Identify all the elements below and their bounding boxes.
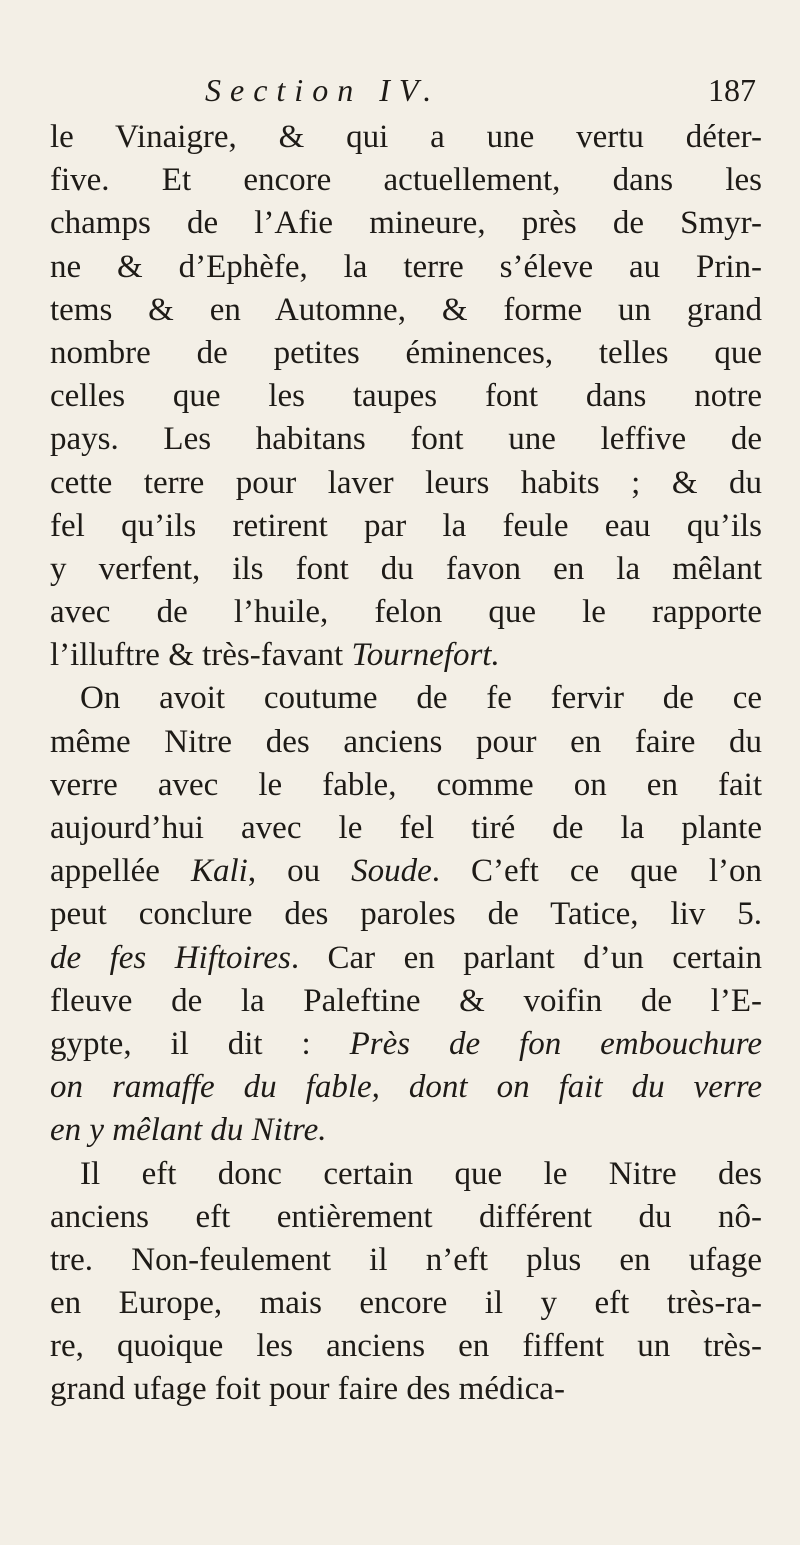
- text-segment: même Nitre des anciens pour en faire du: [50, 723, 762, 760]
- text-line: [50, 807, 762, 850]
- text-segment: appellée: [50, 853, 191, 890]
- text-line: [50, 289, 762, 332]
- text-line: [50, 1066, 762, 1109]
- text-line: [50, 677, 762, 720]
- text-segment: l’illuftre & très-favant: [50, 637, 352, 674]
- italic-text: de fes Hiftoires: [50, 939, 291, 976]
- text-line: [50, 1239, 762, 1282]
- text-line: [50, 721, 762, 764]
- text-line: [50, 1023, 762, 1066]
- text-segment: ne & d’Ephèfe, la terre s’éleve au Prin-: [50, 248, 762, 285]
- page-number: 187: [708, 72, 756, 108]
- text-segment: en Europe, mais encore il y eft très-ra-: [50, 1285, 762, 1322]
- italic-text: Tournefort.: [351, 637, 500, 674]
- text-line: [50, 1325, 762, 1368]
- text-segment: champs de l’Afie mineure, près de Smyr-: [50, 205, 762, 242]
- text-line: [50, 116, 762, 159]
- text-segment: grand ufage foit pour faire des médica-: [50, 1371, 565, 1408]
- text-segment: aujourd’hui avec le fel tiré de la plante: [50, 810, 762, 846]
- text-segment: gypte, il dit :: [50, 1025, 350, 1062]
- italic-text: Kali: [190, 853, 248, 890]
- text-segment: . C’eft ce que l’on: [431, 853, 762, 890]
- italic-text: en y mêlant du Nitre.: [50, 1112, 327, 1149]
- text-line: [50, 462, 762, 505]
- text-segment: pays. Les habitans font une leffive de: [50, 421, 762, 458]
- text-segment: verre avec le fable, comme on en fait: [50, 766, 762, 803]
- text-segment: tre. Non-feulement il n’eft plus en ufage: [50, 1241, 762, 1278]
- text-segment: On avoit coutume de fe fervir de ce: [80, 680, 762, 717]
- text-line: [50, 893, 762, 936]
- text-segment: peut conclure des paroles de Tatice, liv 5.: [50, 896, 762, 933]
- text-line: [50, 1282, 762, 1325]
- section-title: Section IV.: [205, 72, 441, 108]
- text-line: [50, 1368, 762, 1411]
- text-line: [50, 850, 762, 893]
- text-segment: . Car en parlant d’un certain: [290, 939, 763, 976]
- text-segment: re, quoique les anciens en fiffent un très-: [50, 1328, 762, 1365]
- text-segment: cette terre pour laver leurs habits ; & du: [50, 464, 762, 501]
- text-line: [50, 937, 762, 980]
- text-segment: tems & en Automne, & forme un grand: [50, 291, 762, 328]
- text-line: [50, 1109, 762, 1152]
- text-line: [50, 332, 762, 375]
- text-segment: le Vinaigre, & qui a une vertu déter-: [50, 119, 762, 155]
- italic-text: Soude: [351, 853, 432, 890]
- running-head: [0, 72, 800, 112]
- text-line: [50, 1196, 762, 1239]
- text-line: [50, 548, 762, 591]
- text-line: [50, 764, 762, 807]
- text-line: [50, 202, 762, 245]
- italic-text: Près de fon embouchure: [349, 1025, 762, 1062]
- text-segment: y verfent, ils font du favon en la mêlant: [50, 550, 762, 587]
- text-line: [50, 1153, 762, 1196]
- text-segment: nombre de petites éminences, telles que: [50, 334, 762, 371]
- text-line: [50, 246, 762, 289]
- body-text: [50, 116, 762, 1412]
- text-segment: avec de l’huile, felon que le rapporte: [50, 594, 762, 631]
- text-segment: fel qu’ils retirent par la feule eau qu’ils: [50, 507, 762, 544]
- italic-text: on ramaffe du fable, dont on fait du verre: [50, 1069, 762, 1106]
- text-line: [50, 634, 762, 677]
- text-line: [50, 418, 762, 461]
- text-line: [50, 505, 762, 548]
- text-segment: five. Et encore actuellement, dans les: [50, 162, 762, 199]
- text-line: [50, 591, 762, 634]
- text-segment: Il eft donc certain que le Nitre des: [80, 1155, 762, 1192]
- text-segment: , ou: [247, 853, 352, 890]
- text-line: [50, 159, 762, 202]
- text-segment: anciens eft entièrement différent du nô-: [50, 1198, 762, 1235]
- text-line: [50, 980, 762, 1023]
- text-segment: fleuve de la Paleftine & voifin de l’E-: [50, 982, 762, 1019]
- text-segment: celles que les taupes font dans notre: [50, 378, 762, 415]
- text-line: [50, 375, 762, 418]
